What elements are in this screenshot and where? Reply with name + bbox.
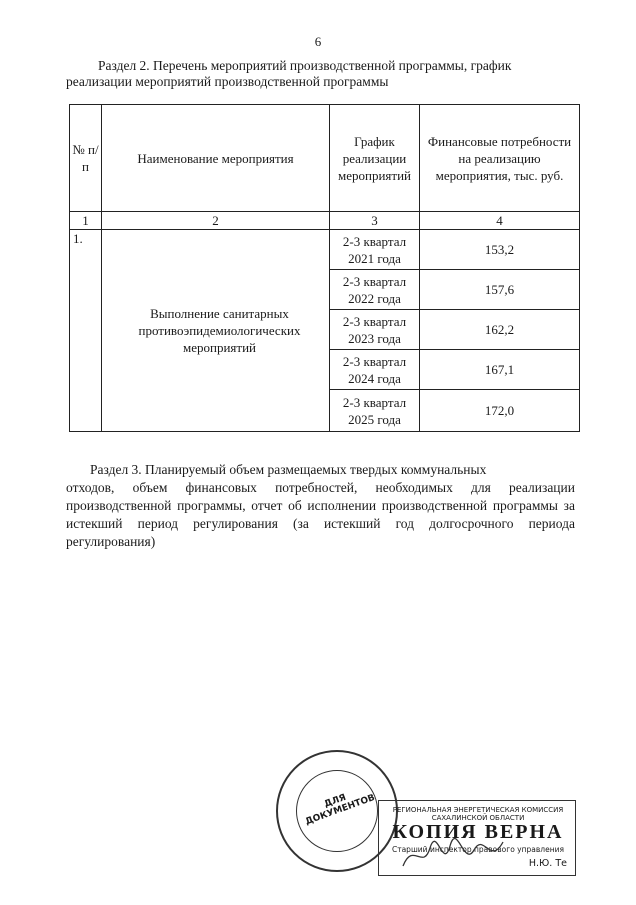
activities-table: [69, 104, 580, 432]
schedule-period: 2-3 квартал 2024 года: [330, 350, 420, 390]
row-number: 1.: [70, 230, 102, 432]
section-3-rest: отходов, объем финансовых потребностей, необходимых для реализации производственной программы, отчет об исполнении производственной программы за истекший период регулирования (за истекший год долгосрочного периода регулирования): [66, 480, 575, 549]
column-number: 2: [102, 212, 330, 230]
financing-amount: 172,0: [420, 390, 580, 432]
header-schedule: График реализации мероприятий: [330, 105, 420, 212]
financing-amount: 162,2: [420, 310, 580, 350]
schedule-period: 2-3 квартал 2021 года: [330, 230, 420, 270]
stamp-position: Старший инспектор правового управления: [391, 845, 565, 854]
stamp-organization: РЕГИОНАЛЬНАЯ ЭНЕРГЕТИЧЕСКАЯ КОМИССИЯ САХАЛИНСКОЙ ОБЛАСТИ: [392, 806, 564, 822]
page-number: 6: [314, 34, 322, 49]
activity-name: Выполнение санитарных противоэпидемиологических мероприятий: [102, 230, 330, 432]
header-activity: Наименование мероприятия: [102, 105, 330, 212]
header-financing: Финансовые потребности на реализацию мероприятия, тыс. руб.: [420, 105, 580, 212]
financing-amount: 167,1: [420, 350, 580, 390]
signature-icon: [398, 836, 508, 876]
schedule-period: 2-3 квартал 2022 года: [330, 270, 420, 310]
header-number: № п/п: [70, 105, 102, 212]
financing-amount: 153,2: [420, 230, 580, 270]
section-3-paragraph: [66, 461, 575, 551]
stamp-name: Н.Ю. Те: [528, 858, 567, 869]
schedule-period: 2-3 квартал 2023 года: [330, 310, 420, 350]
schedule-period: 2-3 квартал 2025 года: [330, 390, 420, 432]
column-number: 4: [420, 212, 580, 230]
section-2-heading: Раздел 2. Перечень мероприятий производственной программы, график реализации мероприятий производственной программы: [66, 58, 512, 89]
financing-amount: 157,6: [420, 270, 580, 310]
column-number: 1: [70, 212, 102, 230]
section-3-first-line: Раздел 3. Планируемый объем размещаемых твердых коммунальных: [90, 462, 487, 477]
stamp-title: КОПИЯ ВЕРНА: [392, 821, 564, 843]
seal-center-text: ДЛЯ ДОКУМЕНТОВ: [304, 792, 377, 828]
column-number: 3: [330, 212, 420, 230]
